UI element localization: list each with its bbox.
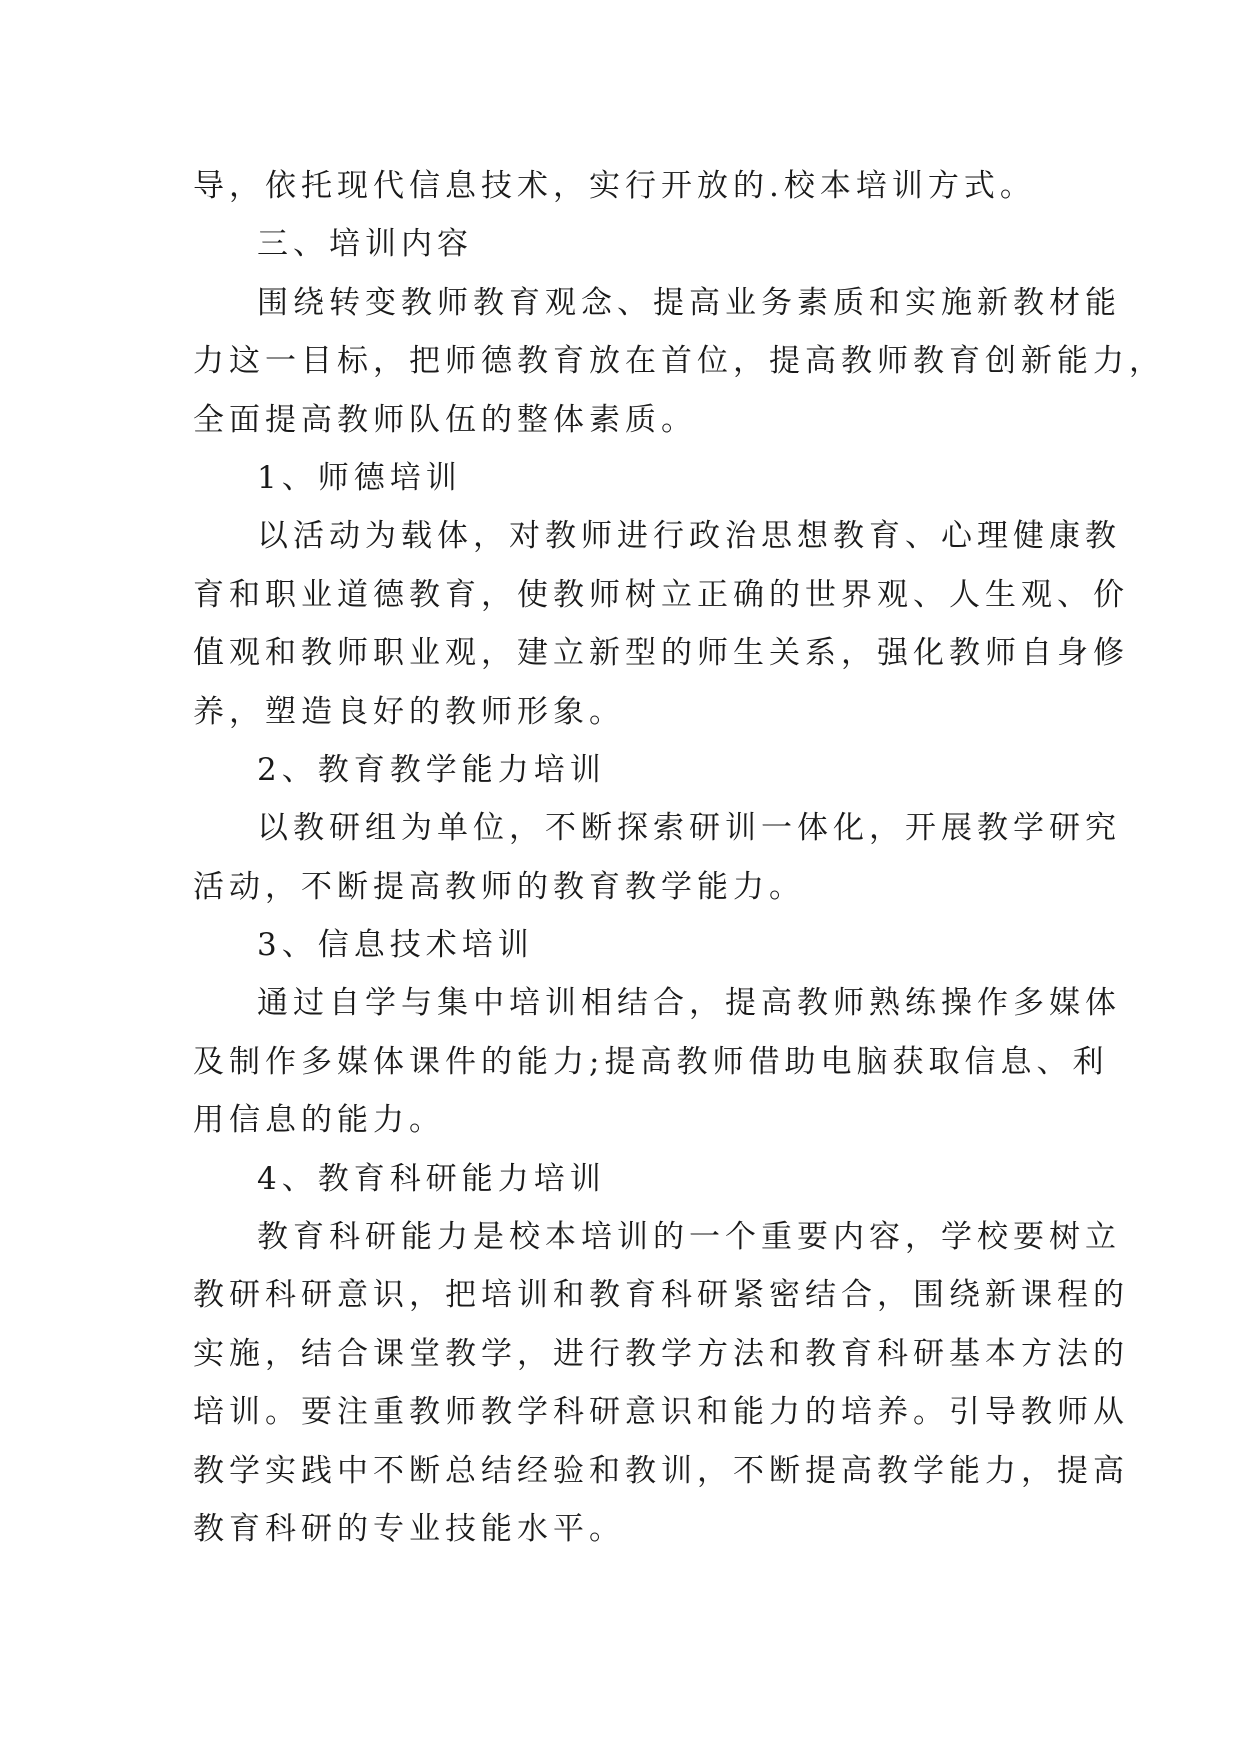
text-line: 教研科研意识，把培训和教育科研紧密结合，围绕新课程的 (193, 1277, 1129, 1314)
text-line: 以教研组为单位，不断探索研训一体化，开展教学研究 (257, 810, 1121, 847)
subsection-heading: 1、师德培训 (257, 459, 462, 496)
text-line: 围绕转变教师教育观念、提高业务素质和实施新教材能 (257, 284, 1121, 321)
subsection-heading: 3、信息技术培训 (257, 927, 534, 964)
text-line: 及制作多媒体课件的能力;提高教师借助电脑获取信息、利 (193, 1043, 1109, 1080)
text-line: 通过自学与集中培训相结合，提高教师熟练操作多媒体 (257, 985, 1121, 1022)
text-line: 导，依托现代信息技术，实行开放的.校本培训方式。 (193, 168, 1036, 204)
text-line: 养，塑造良好的教师形象。 (193, 693, 625, 730)
document-body (193, 157, 1165, 1558)
text-line: 教学实践中不断总结经验和教训，不断提高教学能力，提高 (193, 1452, 1129, 1489)
text-line: 培训。要注重教师教学科研意识和能力的培养。引导教师从 (193, 1394, 1129, 1431)
text-line: 教育科研的专业技能水平。 (193, 1510, 625, 1547)
text-line: 全面提高教师队伍的整体素质。 (193, 401, 697, 438)
text-line: 用信息的能力。 (193, 1102, 445, 1139)
text-line: 育和职业道德教育，使教师树立正确的世界观、人生观、价 (193, 576, 1129, 613)
section-heading: 三、培训内容 (257, 226, 473, 263)
text-line: 活动，不断提高教师的教育教学能力。 (193, 868, 805, 905)
text-line: 力这一目标，把师德教育放在首位，提高教师教育创新能力， (193, 343, 1165, 380)
text-line: 以活动为载体，对教师进行政治思想教育、心理健康教 (257, 518, 1121, 555)
text-line: 教育科研能力是校本培训的一个重要内容，学校要树立 (257, 1219, 1121, 1256)
text-line: 实施，结合课堂教学，进行教学方法和教育科研基本方法的 (193, 1335, 1129, 1372)
subsection-heading: 4、教育科研能力培训 (257, 1160, 606, 1197)
text-line: 值观和教师职业观，建立新型的师生关系，强化教师自身修 (193, 635, 1129, 672)
subsection-heading: 2、教育教学能力培训 (257, 751, 606, 788)
